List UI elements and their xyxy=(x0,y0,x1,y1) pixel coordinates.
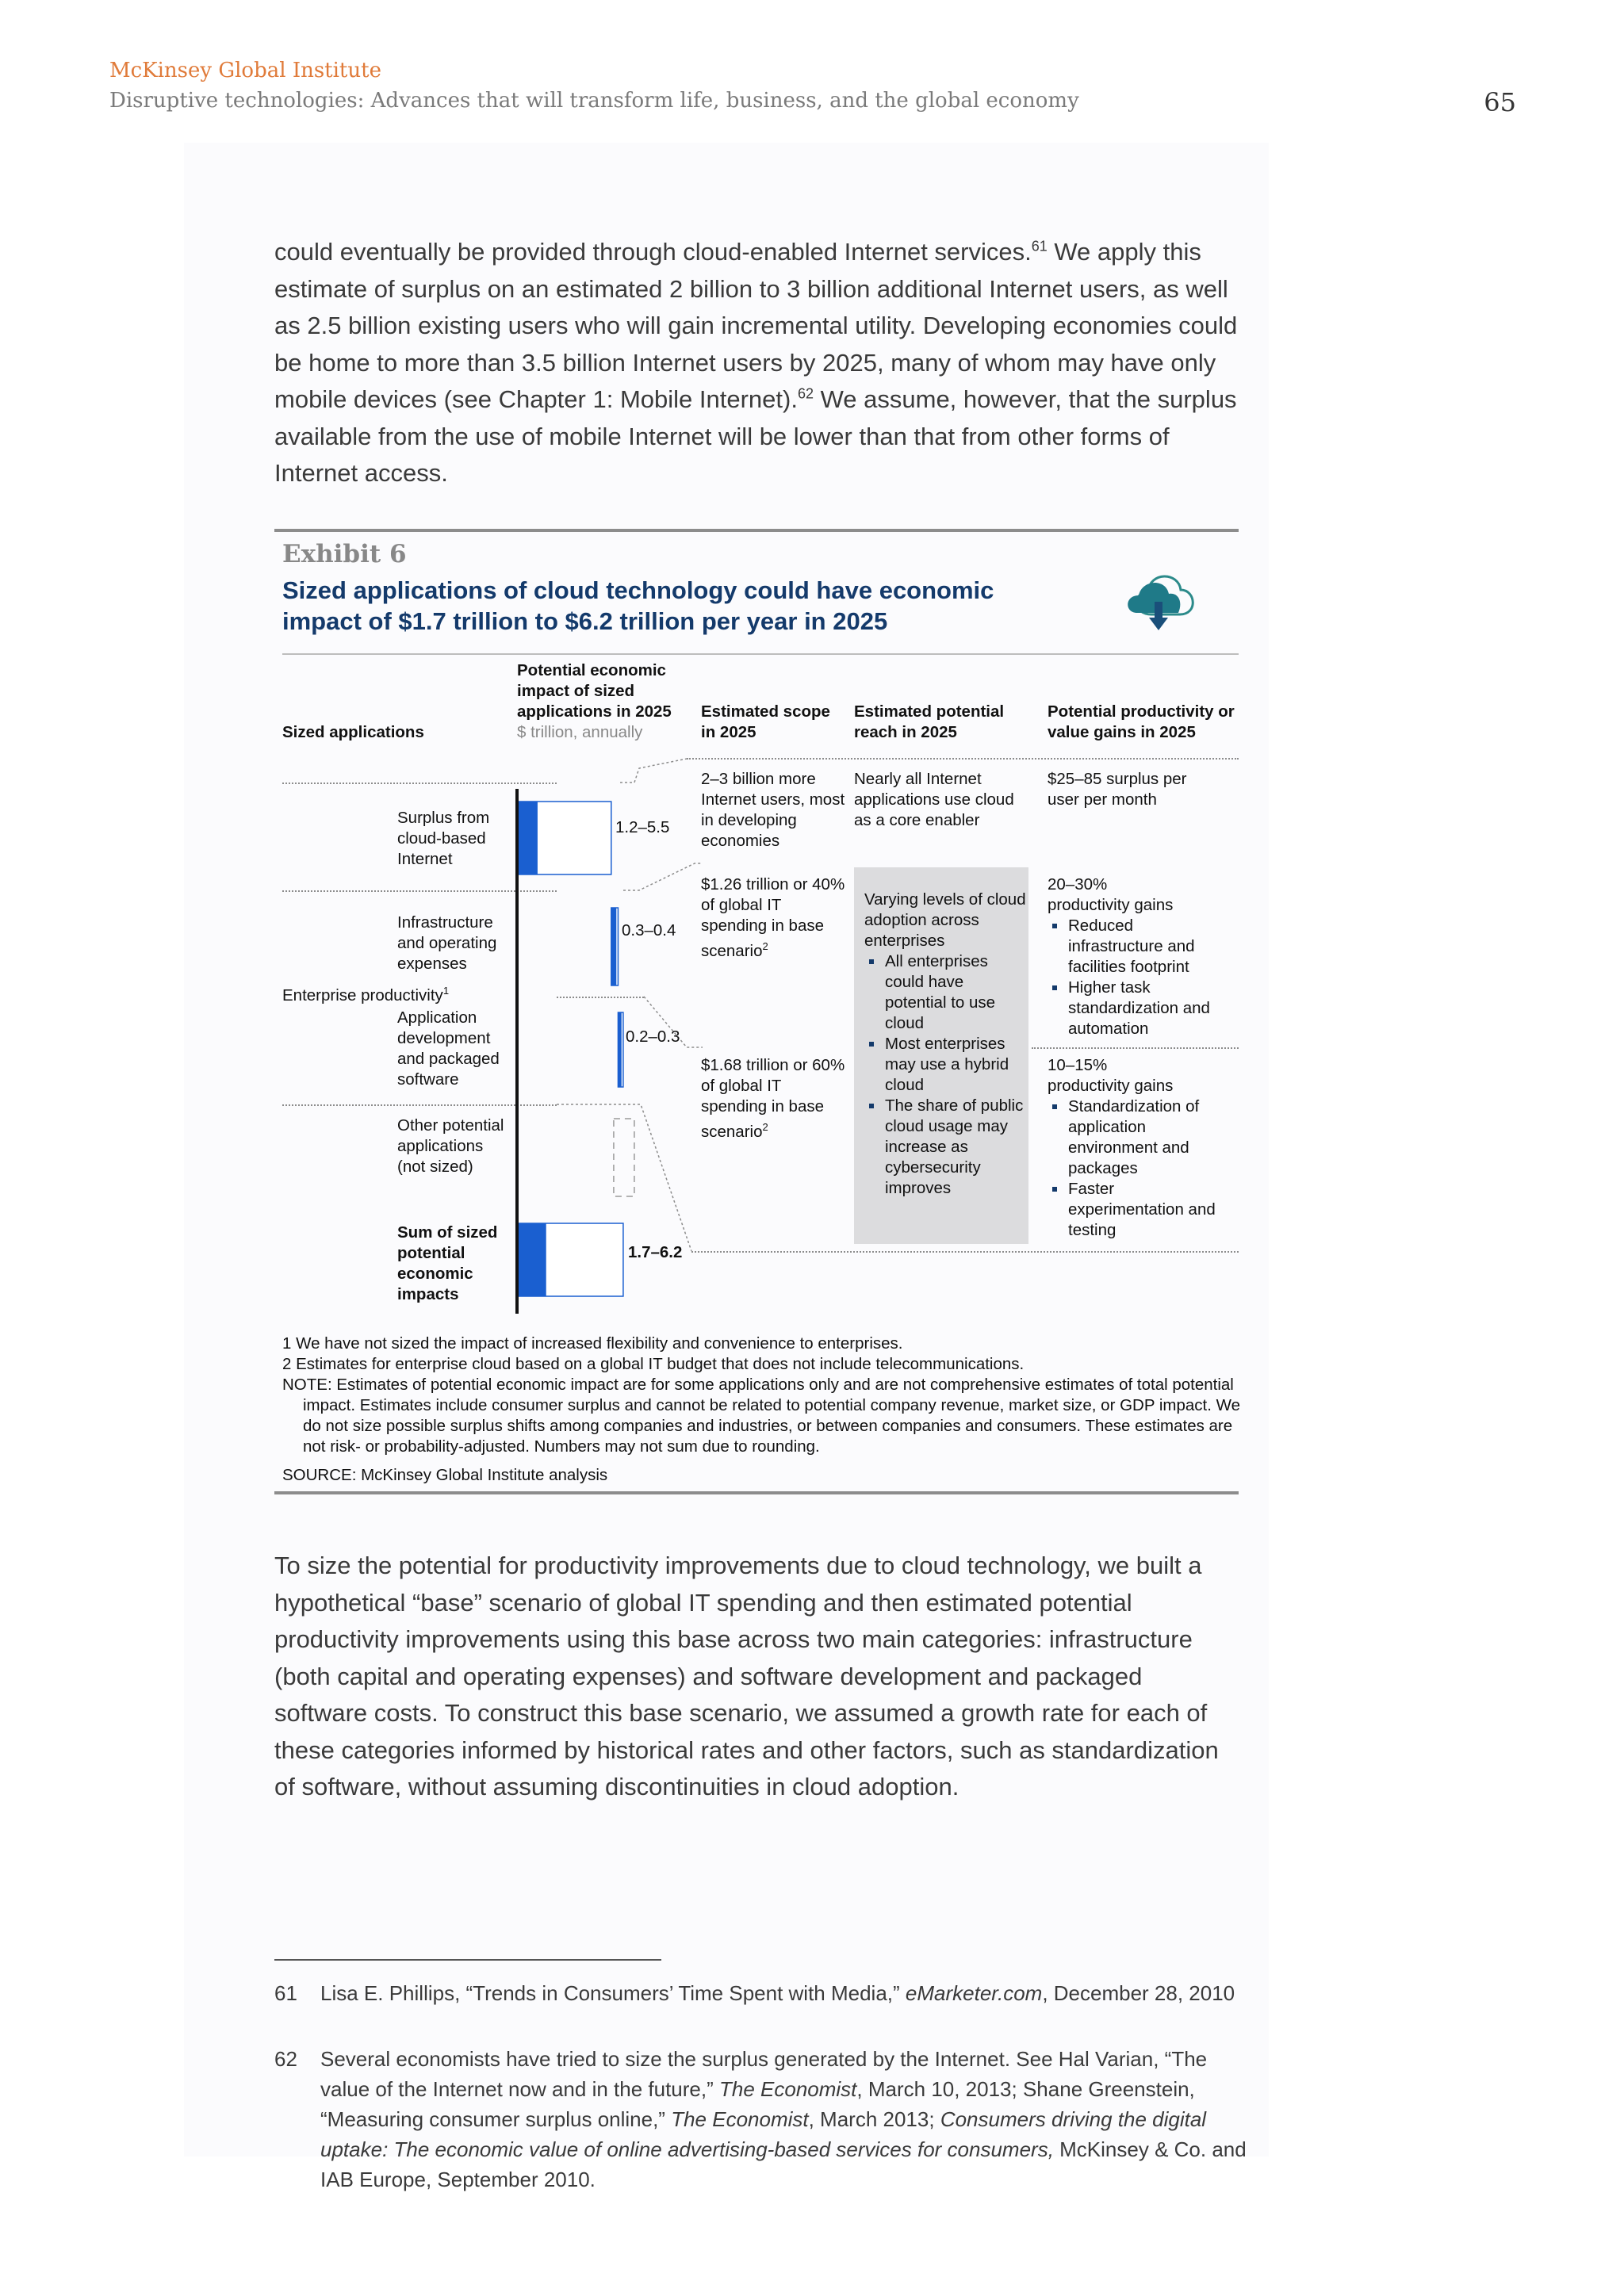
row-separator xyxy=(1032,1047,1239,1049)
group-label-enterprise: Enterprise productivity$^1$ xyxy=(282,985,450,1004)
col-header-sized-applications: Sized applications xyxy=(282,723,424,741)
value-label-infrastructure: 0.3–0.4 xyxy=(622,921,676,939)
header-title: Disruptive technologies: Advances that will transform life, business, and the global economy xyxy=(109,89,1079,113)
gains-internet: $25–85 surplus per user per month xyxy=(1048,770,1187,809)
row-separator xyxy=(691,1251,1239,1253)
reach-enterprise-list xyxy=(864,951,1027,1199)
list-item: Faster experimentation and testing xyxy=(1048,1179,1226,1241)
gains-app-dev-title: 10–15% productivity gains xyxy=(1048,1056,1174,1095)
reach-internet: Nearly all Internet applications use cloud as a core enabler xyxy=(854,770,1014,829)
header-brand: McKinsey Global Institute xyxy=(109,59,381,82)
row-label-other: Other potential applications (not sized) xyxy=(397,1116,504,1176)
list-item: Higher task standardization and automation xyxy=(1048,978,1226,1039)
value-label-internet: 1.2–5.5 xyxy=(615,818,670,836)
list-item: The share of public cloud usage may increase as cybersecurity improves xyxy=(864,1096,1027,1199)
value-label-app-dev: 0.2–0.3 xyxy=(626,1027,680,1046)
list-item: Reduced infrastructure and facilities footprint xyxy=(1048,916,1226,978)
bar-app-dev-low xyxy=(618,1012,621,1087)
col-header-impact: Potential economic impact of sized applications in 2025 $ trillion, annually xyxy=(517,661,672,741)
gains-infrastructure-title: 20–30% productivity gains xyxy=(1048,875,1174,914)
col-header-gains: Potential productivity or value gains in 2025 xyxy=(1048,702,1235,741)
gains-infrastructure xyxy=(1048,874,1226,1039)
row-label-sum: Sum of sized potential economic impacts xyxy=(397,1223,498,1303)
list-item: All enterprises could have potential to use cloud xyxy=(864,951,1027,1034)
gains-app-dev xyxy=(1048,1055,1226,1241)
page-footnote-62: 62 Several economists have tried to size the surplus generated by the Internet. See Hal Varian, “The value of the Internet now and in the future,” The Economist, March 10, 2013; Shane Greenstein, “Measuring consumer surplus online,” The Economist, March 2013; Consumers driving the digital uptake: The economic value of online advertising-based services for consumers, McKinsey & Co. and IAB Europe, September 2010. xyxy=(274,2047,1247,2191)
body-paragraph-bottom: To size the potential for productivity improvements due to cloud technology, we built a hypothetical “base” scenario of global IT spending and then estimated potential productivity improvements using this base across two main categories: infrastructure (both capital and operating expenses) and software development and packaged software costs. To construct this base scenario, we assumed a growth rate for each of these categories informed by historical rates and other factors, such as standardization of software, without assuming discontinuities in cloud adoption. xyxy=(274,1552,1219,1800)
bar-sum-low xyxy=(517,1223,546,1296)
list-item: Standardization of application environment and packages xyxy=(1048,1096,1226,1179)
connector-line xyxy=(623,863,703,890)
connector-line xyxy=(620,759,687,783)
exhibit xyxy=(274,529,1239,1494)
page-number: 65 xyxy=(1484,87,1516,117)
exhibit-source: SOURCE: McKinsey Global Institute analysis xyxy=(282,1466,608,1484)
reach-enterprise-intro: Varying levels of cloud adoption across enterprises xyxy=(864,890,1026,950)
page-footnote-61: 61 Lisa E. Phillips, “Trends in Consumers’ Time Spent with Media,” eMarketer.com, December 28, 2010 xyxy=(274,1981,1235,2005)
cloud-download-icon xyxy=(1123,567,1202,638)
row-label-internet: Surplus from cloud-based Internet xyxy=(397,809,490,868)
exhibit-label: Exhibit 6 xyxy=(282,540,407,568)
list-item: Most enterprises may use a hybrid cloud xyxy=(864,1034,1027,1096)
bar-infrastructure-low xyxy=(611,908,616,985)
exhibit-note: NOTE: Estimates of potential economic impact are for some applications only and are not comprehensive estimates of total potential impact. Estimates include consumer surplus and cannot be related to potential company revenue, market size, or GDP impact. We do not size possible surplus shifts among companies and industries, or between companies and consumers. These estimates are not risk- or probability-adjusted. Numbers may not sum due to rounding. xyxy=(282,1376,1240,1456)
gains-infrastructure-list xyxy=(1048,916,1226,1039)
gains-app-dev-list xyxy=(1048,1096,1226,1241)
scope-app-dev: $1.68 trillion or 60% of global IT spending in base scenario$^2$ xyxy=(701,1056,845,1141)
bar-not-sized-placeholder xyxy=(614,1119,634,1196)
bar-internet-low xyxy=(517,802,538,874)
row-label-infrastructure: Infrastructure and operating expenses xyxy=(397,913,497,973)
exhibit-bottom-rule xyxy=(274,1491,1239,1494)
scope-infrastructure: $1.26 trillion or 40% of global IT spending in base scenario$^2$ xyxy=(701,875,845,960)
scope-internet: 2–3 billion more Internet users, most in developing economies xyxy=(701,770,845,850)
footnote-rule xyxy=(274,1959,661,1961)
col-header-scope: Estimated scope in 2025 xyxy=(701,702,830,741)
exhibit-footnote: 1 We have not sized the impact of increased flexibility and convenience to enterprises. xyxy=(282,1334,903,1353)
exhibit-footnote: 2 Estimates for enterprise cloud based on a global IT budget that does not include telecommunications. xyxy=(282,1355,1025,1373)
col-header-reach: Estimated potential reach in 2025 xyxy=(854,702,1005,741)
row-label-app-dev: Application development and packaged software xyxy=(397,1008,500,1089)
body-paragraph-top: could eventually be provided through cloud-enabled Internet services.$^{61}$ We apply this estimate of surplus on an estimated 2 billion to 3 billion additional Internet users, as well as 2.5 billion existing users who will gain incremental utility. Developing economies could be home to more than 3.5 billion Internet users by 2025, many of whom may have only mobile devices (see Chapter 1: Mobile Internet).$^{62}$ We assume, however, that the surplus available from the use of mobile Internet will be lower than that from other forms of Internet access. xyxy=(274,238,1238,487)
exhibit-title: Sized applications of cloud technology could have economic impact of $1.7 trillion to $6.2 trillion per year in 2025 xyxy=(282,576,994,635)
row-separator xyxy=(687,758,1239,760)
impact-unit: $ trillion, annually xyxy=(517,723,643,741)
value-label-sum: 1.7–6.2 xyxy=(628,1243,683,1261)
